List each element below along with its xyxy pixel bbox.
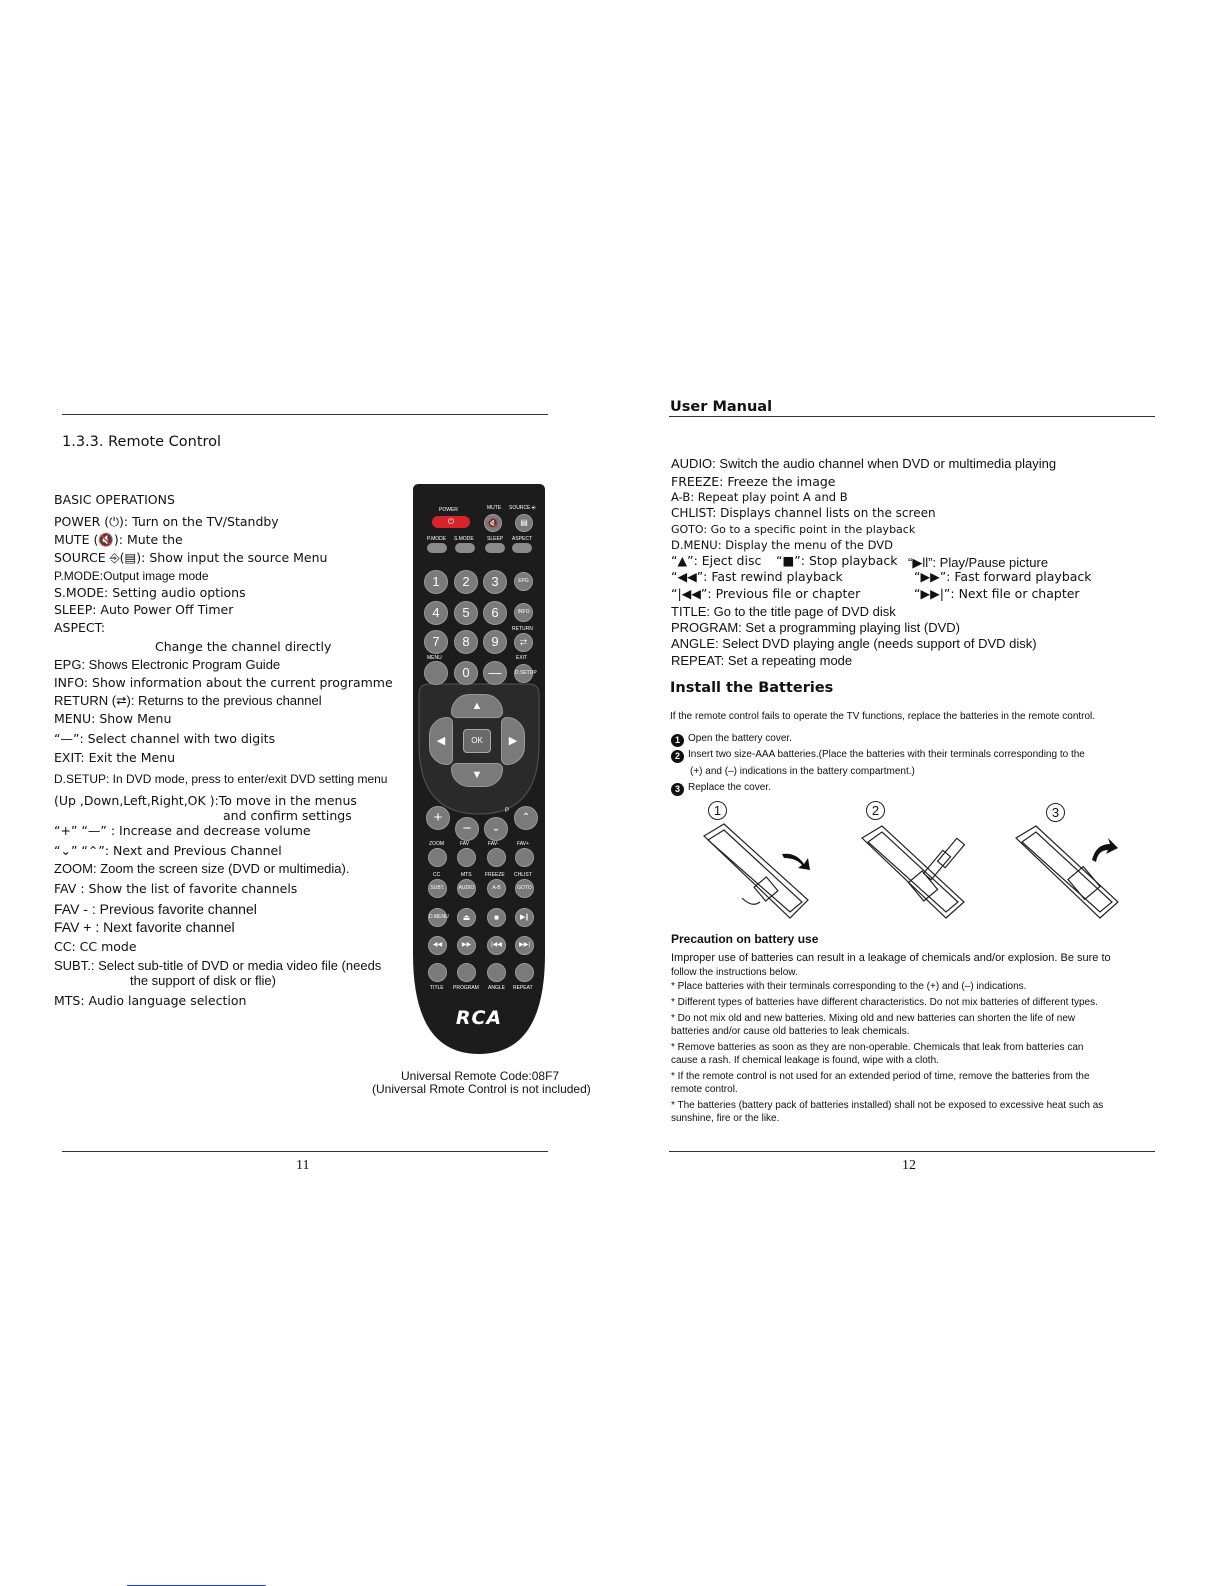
ab-button[interactable]: A-B (487, 879, 506, 898)
item-sleep: SLEEP: Auto Power Off Timer (54, 602, 234, 617)
eject-button[interactable]: ⏏ (457, 908, 476, 927)
arrow-down-icon: ▼ (471, 769, 483, 781)
item-fav-minus: FAV - : Previous favorite channel (54, 901, 257, 917)
digit-2-button[interactable]: 2 (454, 570, 478, 594)
item-source: SOURCE ⎆(▤): Show input the source Menu (54, 550, 328, 565)
step-2: 2 Insert two size-AAA batteries.(Place the batteries with their terminals corresponding to the (671, 747, 1085, 763)
item-volume: “+” “—” : Increase and decrease volume (54, 823, 311, 838)
item-fav: FAV : Show the list of favorite channels (54, 881, 298, 896)
label-return: RETURN (512, 626, 533, 632)
step-1: 1 Open the battery cover. (671, 731, 792, 747)
label-repeat: REPEAT (513, 985, 533, 991)
item-program: PROGRAM: Set a programming playing list (DVD) (671, 620, 960, 635)
sleep-button[interactable] (485, 543, 505, 553)
item-chlist: CHLIST: Displays channel lists on the screen (671, 506, 936, 520)
label-fav-plus: FAV+ (517, 841, 529, 847)
previous-button[interactable]: |◀◀ (487, 936, 506, 955)
arrow-icon (1092, 838, 1118, 862)
battery-installation-illustration (700, 798, 1150, 926)
digit-9-button[interactable]: 9 (483, 630, 507, 654)
item-power: POWER (⏻): Turn on the TV/Standby (54, 514, 279, 529)
fav-minus-button[interactable] (487, 848, 506, 867)
remote-code-line2: (Universal Rmote Control is not included) (372, 1082, 591, 1096)
item-dash: “—”: Select channel with two digits (54, 731, 276, 746)
item-playpause: “▶ll”: Play/Pause picture (908, 555, 1049, 570)
label-p: P (505, 808, 510, 814)
item-title: TITLE: Go to the title page of DVD disk (671, 604, 896, 619)
bullet-6-cont: sunshine, fire or the like. (671, 1113, 780, 1124)
power-button[interactable]: ⏻ (432, 516, 470, 528)
rca-logo: RCA (455, 1007, 503, 1029)
item-menu: MENU: Show Menu (54, 711, 172, 726)
item-cc: CC: CC mode (54, 939, 137, 954)
label-zoom: ZOOM (429, 841, 444, 847)
top-rule-right (669, 416, 1155, 417)
remote-code-line1: Universal Remote Code:08F7 (401, 1069, 560, 1083)
user-manual-header: User Manual (670, 399, 773, 415)
step-2-cont: (+) and (–) indications in the battery compartment.) (690, 766, 915, 777)
item-navigation: (Up ,Down,Left,Right,OK ):To move in the menus (54, 793, 357, 808)
label-freeze: FREEZE (485, 872, 505, 878)
label-pmode: P.MODE (427, 536, 447, 542)
digit-3-button[interactable]: 3 (483, 570, 507, 594)
item-stop: “■”: Stop playback (776, 553, 898, 568)
item-goto: GOTO: Go to a specific point in the playback (671, 523, 916, 536)
item-repeat: REPEAT: Set a repeating mode (671, 653, 853, 668)
item-pmode: P.MODE:Output image mode (54, 569, 209, 583)
item-dsetup: D.SETUP: In DVD mode, press to enter/exit DVD setting menu (54, 772, 388, 786)
bottom-rule-right (669, 1151, 1155, 1152)
zoom-button[interactable] (428, 848, 447, 867)
fast-forward-button[interactable]: ▶▶ (457, 936, 476, 955)
repeat-button[interactable] (515, 963, 534, 982)
bullet-2: * Different types of batteries have different characteristics. Do not mix batteries of different types. (671, 997, 1098, 1008)
next-button[interactable]: ▶▶| (515, 936, 534, 955)
pmode-button[interactable] (427, 543, 447, 553)
page-number-right: 12 (902, 1158, 916, 1173)
label-title: TITLE (430, 985, 444, 991)
bullet-4-cont: cause a rash. If chemical leakage is found, wipe with a cloth. (671, 1055, 939, 1066)
section-title: 1.3.3. Remote Control (62, 434, 222, 450)
rewind-button[interactable]: ◀◀ (428, 936, 447, 955)
play-pause-button[interactable]: ▶∥ (515, 908, 534, 927)
info-button[interactable]: INFO (514, 603, 533, 622)
digit-6-button[interactable]: 6 (483, 601, 507, 625)
label-fav: FAV (460, 841, 470, 847)
goto-button[interactable]: GOTO (515, 879, 534, 898)
source-button[interactable] (515, 514, 533, 532)
bullet-5-cont: remote control. (671, 1084, 738, 1095)
digit-1-button[interactable]: 1 (424, 570, 448, 594)
step-number: 3 (671, 783, 684, 796)
ok-button[interactable]: OK (463, 729, 491, 753)
program-button[interactable] (457, 963, 476, 982)
dmenu-button[interactable]: D.MENU (428, 908, 447, 927)
fav-plus-button[interactable] (515, 848, 534, 867)
bullet-6: * The batteries (battery pack of batteries installed) shall not be exposed to excessive heat such as (671, 1100, 1104, 1111)
label-power: POWER (439, 507, 458, 513)
install-batteries-heading: Install the Batteries (670, 680, 834, 696)
item-fav-plus: FAV + : Next favorite channel (54, 919, 235, 935)
arrow-right-icon: ▶ (508, 735, 518, 747)
label-cc: CC (433, 872, 441, 878)
fav-button[interactable] (457, 848, 476, 867)
item-subt-cont: the support of disk or flie) (130, 973, 276, 988)
label-angle: ANGLE (488, 985, 505, 991)
digit-5-button[interactable]: 5 (454, 601, 478, 625)
figure-number-2: 2 (866, 801, 885, 820)
label-mts: MTS (461, 872, 472, 878)
left-button[interactable] (429, 717, 453, 765)
label-aspect: ASPECT (512, 536, 533, 542)
precaution-intro-cont: follow the instructions below. (671, 967, 798, 978)
item-audio: AUDIO: Switch the audio channel when DVD or multimedia playing (671, 456, 1057, 471)
bullet-3: * Do not mix old and new batteries. Mixing old and new batteries can shorten the life of new (671, 1013, 1076, 1024)
item-next: “▶▶|”: Next file or chapter (914, 586, 1080, 601)
item-freeze: FREEZE: Freeze the image (671, 474, 836, 489)
item-ab: A-B: Repeat play point A and B (671, 490, 848, 504)
item-epg: EPG: Shows Electronic Program Guide (54, 657, 281, 672)
epg-button[interactable]: EPG (514, 572, 533, 591)
dsetup-button[interactable]: D.SETUP (514, 664, 533, 683)
item-zoom: ZOOM: Zoom the screen size (DVD or multimedia). (54, 861, 350, 876)
bottom-rule-left (62, 1151, 548, 1152)
digit-4-button[interactable]: 4 (424, 601, 448, 625)
channel-up-button[interactable]: ⌃ (514, 806, 538, 830)
menu-button[interactable] (424, 661, 448, 685)
install-intro: If the remote control fails to operate the TV functions, replace the batteries in the remote control. (670, 711, 1096, 722)
digit-0-button[interactable]: 0 (454, 661, 478, 685)
title-button[interactable] (428, 963, 447, 982)
item-ffwd: “▶▶”: Fast forward playback (914, 569, 1092, 584)
item-subt: SUBT.: Select sub-title of DVD or media video file (needs (54, 958, 382, 973)
arrow-left-icon: ◀ (436, 735, 446, 747)
page-number-left: 11 (296, 1158, 310, 1173)
item-dmenu: D.MENU: Display the menu of the DVD (671, 538, 893, 552)
step-3: 3 Replace the cover. (671, 780, 771, 796)
aspect-button[interactable] (512, 543, 532, 553)
bullet-3-cont: batteries and/or cause old batteries to leak chemicals. (671, 1026, 910, 1037)
figure-number-1: 1 (708, 801, 727, 820)
figure-number-3: 3 (1046, 803, 1065, 822)
precaution-intro: Improper use of batteries can result in a leakage of chemicals and/or explosion. Be sure to (671, 952, 1111, 964)
return-button[interactable] (514, 633, 533, 652)
dash-button[interactable]: — (483, 661, 507, 685)
bullet-1: * Place batteries with their terminals corresponding to the (+) and (–) indications. (671, 981, 1027, 992)
digit-8-button[interactable]: 8 (454, 630, 478, 654)
item-navigation-cont: and confirm settings (223, 808, 352, 823)
basic-operations-heading: BASIC OPERATIONS (54, 492, 175, 507)
arrow-up-icon: ▲ (471, 700, 483, 712)
label-menu: MENU (427, 655, 442, 661)
label-mute: MUTE (487, 505, 502, 511)
stop-button[interactable]: ■ (487, 908, 506, 927)
up-button[interactable] (451, 694, 503, 718)
item-angle: ANGLE: Select DVD playing angle (needs support of DVD disk) (671, 636, 1037, 651)
item-eject: “▲”: Eject disc (671, 553, 762, 568)
top-rule-left (62, 414, 548, 415)
label-sleep: SLEEP (487, 536, 504, 542)
step-number: 2 (671, 750, 684, 763)
channel-down-button[interactable]: ⌄ (484, 817, 508, 841)
item-return: RETURN (⮂): Returns to the previous channel (54, 693, 322, 708)
volume-down-button[interactable]: − (455, 817, 479, 841)
item-mute: MUTE (🔇): Mute the (54, 532, 183, 547)
label-exit: EXIT (516, 655, 528, 661)
mute-icon: 🔇 (487, 518, 499, 528)
precaution-heading: Precaution on battery use (671, 932, 819, 946)
subt-button[interactable]: SUBT. (428, 879, 447, 898)
item-channel: “⌄” “⌃”: Next and Previous Channel (54, 843, 282, 858)
item-info: INFO: Show information about the current programme (54, 675, 393, 690)
mute-button[interactable] (484, 514, 502, 532)
angle-button[interactable] (487, 963, 506, 982)
label-source: SOURCE ⎆ (509, 505, 536, 511)
step-number: 1 (671, 734, 684, 747)
label-fav-minus: FAV- (488, 841, 499, 847)
digit-7-button[interactable]: 7 (424, 630, 448, 654)
volume-up-button[interactable]: + (426, 806, 450, 830)
return-icon: ⮂ (519, 637, 528, 647)
item-mts: MTS: Audio language selection (54, 993, 247, 1008)
item-smode: S.MODE: Setting audio options (54, 585, 246, 600)
item-rewind: “◀◀”: Fast rewind playback (671, 569, 843, 584)
item-aspect: ASPECT: (54, 620, 106, 635)
label-chlist: CHLIST (514, 872, 532, 878)
arrow-icon (782, 854, 810, 870)
remote-control-illustration (405, 484, 553, 1056)
label-smode: S.MODE (454, 536, 474, 542)
battery-figures (700, 798, 1150, 926)
item-exit: EXIT: Exit the Menu (54, 750, 176, 765)
source-icon: ▤ (520, 518, 528, 527)
down-button[interactable] (451, 763, 503, 787)
item-change-channel: Change the channel directly (155, 639, 332, 654)
item-prev: “|◀◀”: Previous file or chapter (671, 586, 861, 601)
label-program: PROGRAM (453, 985, 479, 991)
smode-button[interactable] (455, 543, 475, 553)
bullet-4: * Remove batteries as soon as they are non-operable. Chemicals that leak from batteries can (671, 1042, 1084, 1053)
audio-button[interactable]: AUDIO (457, 879, 476, 898)
bullet-5: * If the remote control is not used for an extended period of time, remove the batteries from the (671, 1071, 1090, 1082)
